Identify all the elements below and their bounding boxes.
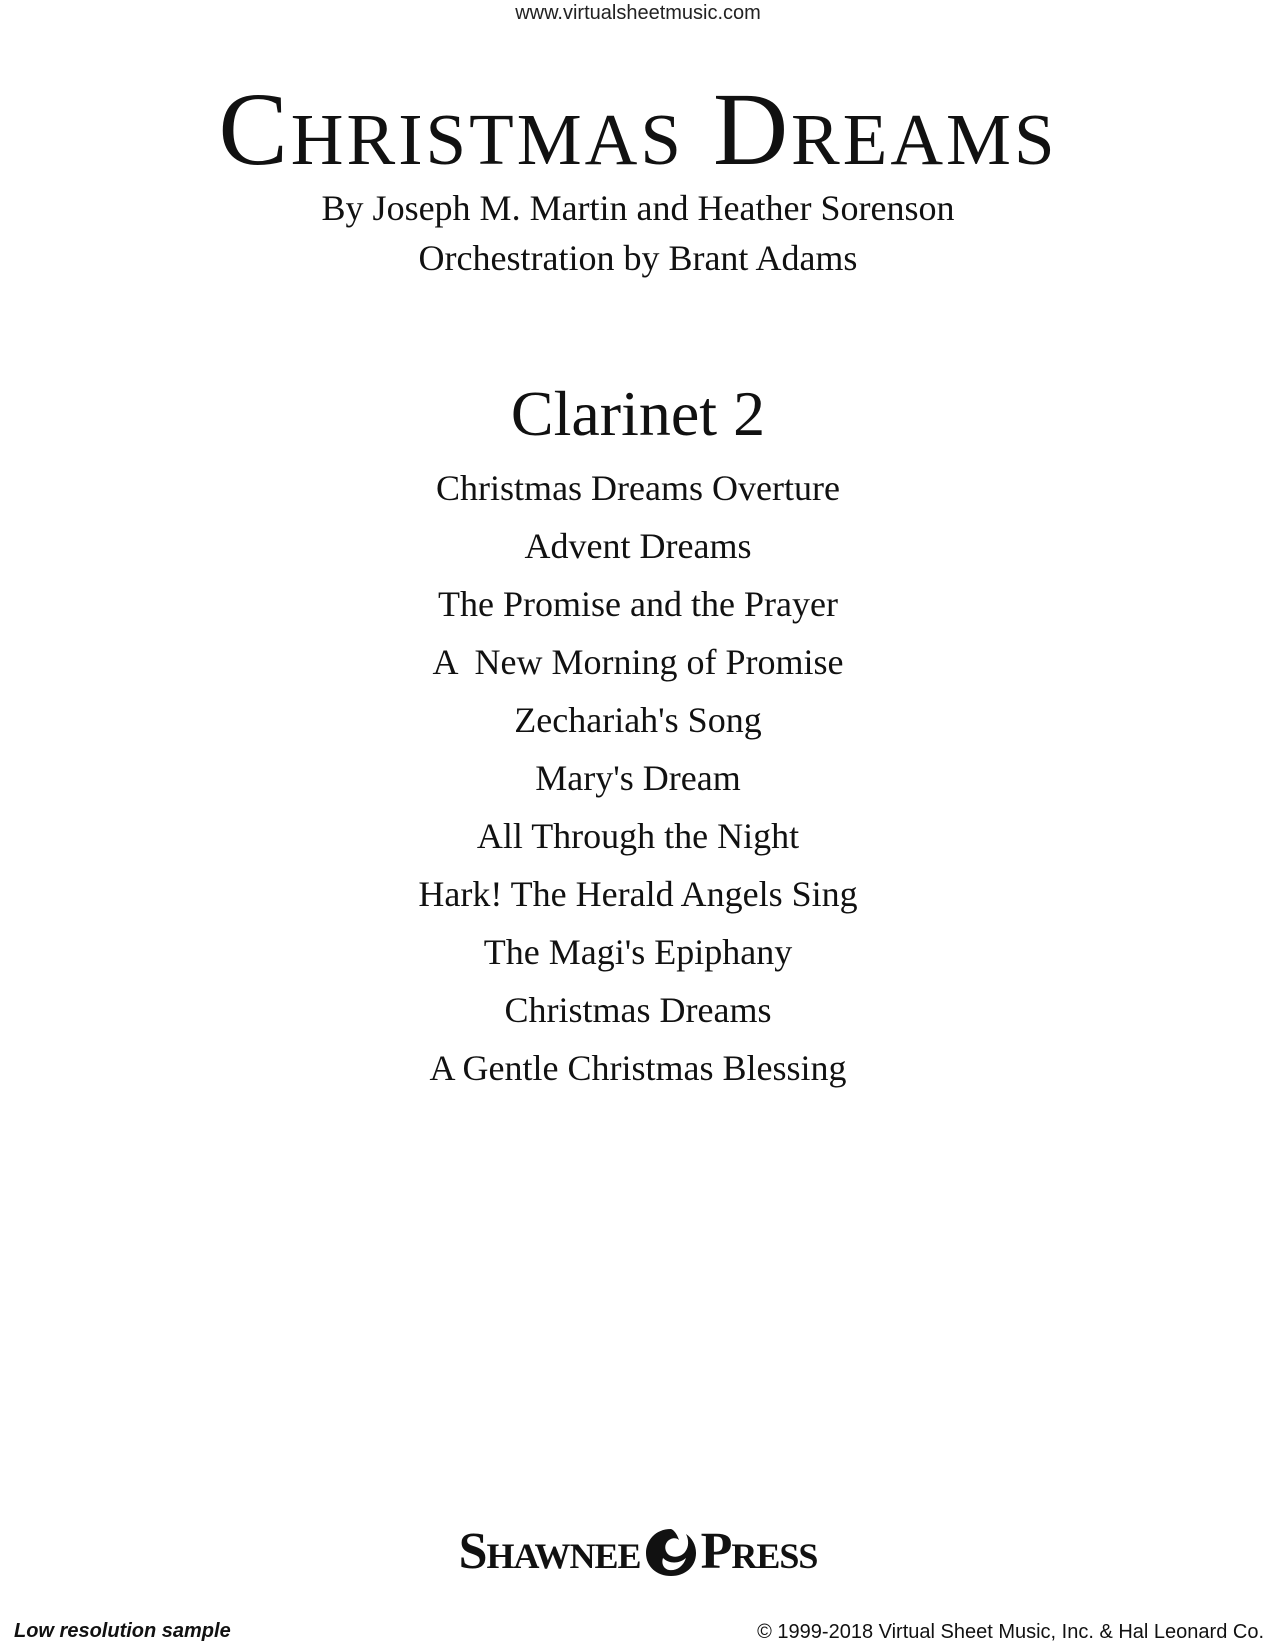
contents-item: Advent Dreams: [524, 526, 752, 566]
contents-item: All Through the Night: [476, 816, 800, 856]
publisher-logo: [0, 1522, 1276, 1579]
publisher-logo-left: Shawnee: [458, 1523, 641, 1581]
orchestration-credit: Orchestration by Brant Adams: [418, 238, 858, 278]
contents-item: Christmas Dreams Overture: [436, 468, 840, 508]
contents-item: A Gentle Christmas Blessing: [429, 1048, 847, 1088]
contents-item: A New Morning of Promise: [432, 642, 844, 682]
contents-item: Zechariah's Song: [514, 700, 762, 740]
contents-item: Mary's Dream: [535, 758, 741, 798]
score-title: Christmas Dreams: [218, 72, 1058, 187]
contents-item: Christmas Dreams: [504, 990, 772, 1030]
dove-swirl-icon: [643, 1525, 699, 1579]
composer-credit: By Joseph M. Martin and Heather Sorenson: [321, 188, 955, 228]
source-url: www.virtualsheetmusic.com: [515, 2, 761, 24]
contents-item: The Promise and the Prayer: [438, 584, 838, 624]
contents-list: [0, 470, 1276, 1108]
contents-item: The Magi's Epiphany: [483, 932, 793, 972]
sample-note: Low resolution sample: [14, 1620, 231, 1642]
contents-item: Hark! The Herald Angels Sing: [418, 874, 858, 914]
copyright-notice: © 1999-2018 Virtual Sheet Music, Inc. & Hal Leonard Co.: [757, 1621, 1264, 1643]
instrument-part: Clarinet 2: [510, 378, 766, 449]
publisher-logo-right: Press: [700, 1523, 818, 1581]
